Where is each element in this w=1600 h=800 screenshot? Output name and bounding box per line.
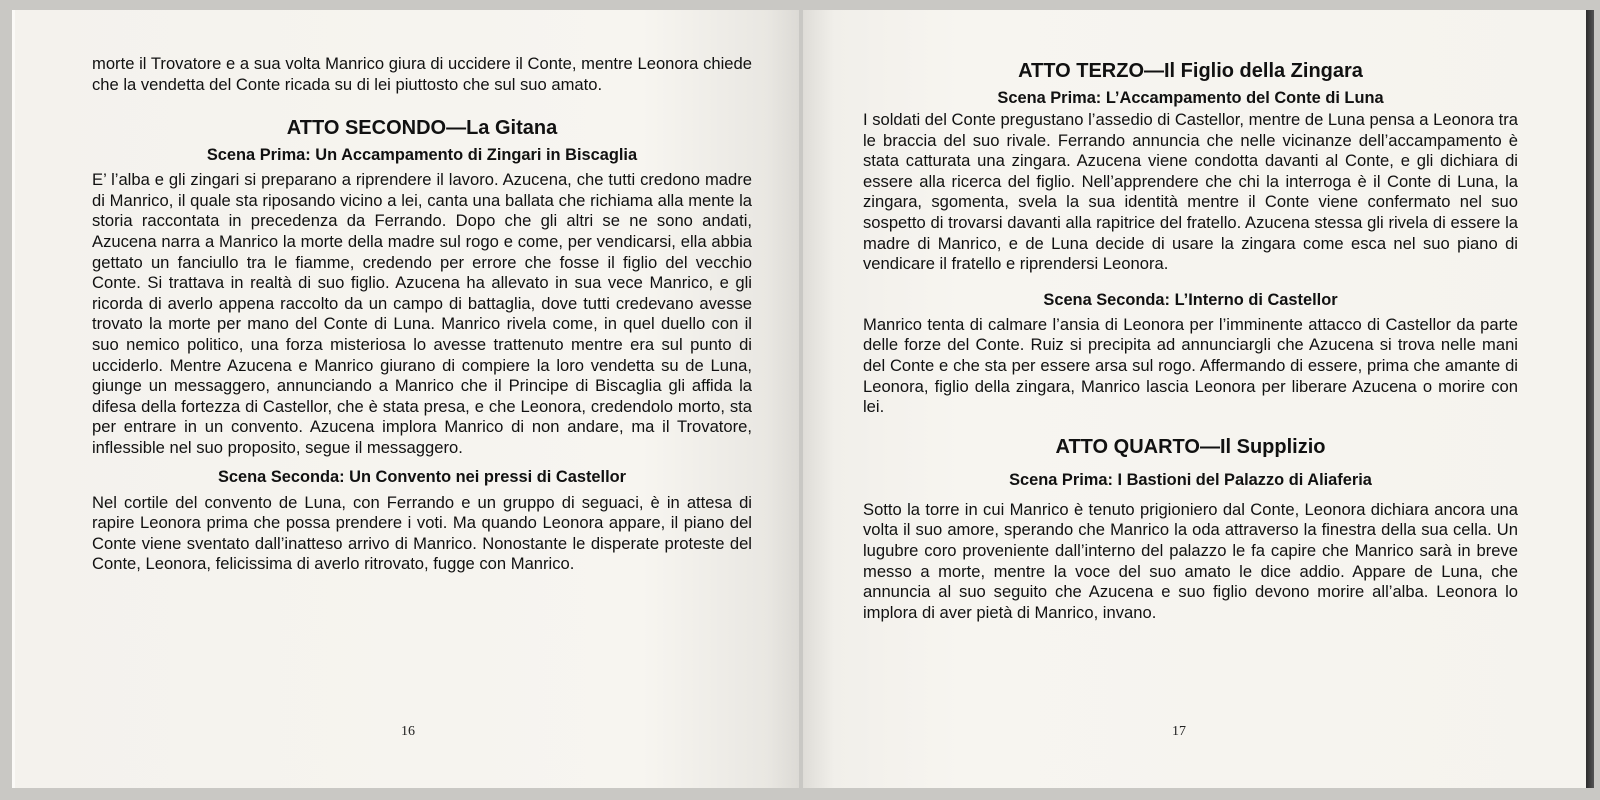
page-number-right: 17 (1172, 724, 1186, 739)
act-three-scene-one-text: I soldati del Conte pregustano l’assedio di Castellor, mentre de Luna pensa a Leonora tra le braccia del suo rivale. Ferrando annuncia che nelle vicinanze dell’accampamento è stata catturata una zingara. Azucena viene condotta davanti al Conte, e gli dichiara di essere alla ricerca del figlio. Nell’apprendere che chi la interroga è il Conte di Luna, la zingara, sgomenta, svela la sua identità mentre il Conte viene confermato nel suo sospetto di trovarsi davanti alla rapitrice del fratello. Azucena stessa gli rivela di essere la madre di Manrico, e de Luna decide di usare la zingara come esca nel suo piano di vendicare il fratello e riprendersi Leonora. (863, 110, 1518, 274)
act-two-scene-two-text: Nel cortile del convento de Luna, con Ferrando e un gruppo di seguaci, è in attesa di rapire Leonora prima che possa prendere i voti. Ma quando Leonora appare, il piano del Conte viene sventato dall’inatteso arrivo di Manrico. Nonostante le disperate proteste del Conte, Leonora, felicissima di averlo ritrovato, fugge con Manrico. (92, 492, 752, 574)
act-two-scene-one-text: E’ l’alba e gli zingari si preparano a riprendere il lavoro. Azucena, che tutti credono madre di Manrico, il quale sta riposando vicino a lei, canta una ballata che richiama alla mente la storia raccontata in precedenza da Ferrando. Dopo che gli altri se ne sono andati, Azucena narra a Manrico la morte della madre sul rogo e come, per vendicarsi, ella abbia gettato un fanciullo tra le fiamme, credendo per errore che fosse il figlio del vecchio Conte. Si trattava in realtà di suo figlio. Azucena ha allevato in sua vece Manrico, e gli ricorda di averlo appena raccolto da un campo di battaglia, dove tutti credevano avesse trovato la morte per mano del Conte di Luna. Manrico rivela come, in quel duello con il suo nemico politico, una forza misteriosa lo avesse trattenuto mentre era sul punto di ucciderlo. Mentre Azucena e Manrico giurano di compiere la loro vendetta su de Luna, giunge un messaggero, annunciando a Manrico che il Principe di Biscaglia gli affida la difesa della fortezza di Castellor, che è stata presa, e che Leonora, credendolo morto, sta per entrare in un convento. Azucena implora Manrico di non andare, ma il Trovatore, inflessible nel suo proposito, segue il messaggero. (92, 170, 752, 457)
act-four-scene-one-text: Sotto la torre in cui Manrico è tenuto prigioniero dal Conte, Leonora dichiara ancora una volta il suo amore, sperando che Manrico la oda attraverso la finestra della sua cella. Un lugubre coro proveniente dall’interno del palazzo le fa capire che Manrico sarà in breve messo a morte, mentre la voce del suo amato le dice addio. Appare de Luna, che annuncia al suo seguito che Azucena e suo figlio devono morire all’alba. Leonora lo implora di aver pietà di Manrico, invano. (863, 499, 1518, 622)
act-three-scene-two-text: Manrico tenta di calmare l’ansia di Leonora per l’imminente attacco di Castellor da parte delle forze del Conte. Ruiz si precipita ad annunciargli che Azucena si trova nelle mani del Conte e che sta per essere arsa sul rogo. Affermando di essere, prima che amante di Leonora, figlio della zingara, Manrico lascia Leonora per liberare Azucena o morire con lei. (863, 314, 1518, 417)
act-three-scene-two-title: Scena Seconda: L’Interno di Castellor (1043, 290, 1338, 309)
page-number-left: 16 (401, 724, 415, 739)
left-page-content (92, 54, 752, 575)
act-four-scene-one-title: Scena Prima: I Bastioni del Palazzo di Aliaferia (1009, 470, 1372, 489)
left-page (12, 10, 799, 788)
act-two-title: ATTO SECONDO—La Gitana (286, 117, 558, 140)
booklet-spread (12, 10, 1590, 788)
act-three-scene-one-title: Scena Prima: L’Accampamento del Conte di Luna (997, 89, 1384, 107)
act-two-scene-one-title: Scena Prima: Un Accampamento di Zingari in Biscaglia (206, 146, 638, 165)
right-page (803, 10, 1586, 788)
right-page-content (863, 60, 1518, 623)
act-two-scene-two-title: Scena Seconda: Un Convento nei pressi di Castellor (217, 467, 627, 486)
act-four-title: ATTO QUARTO—Il Supplizio (1055, 435, 1326, 458)
act-three-title: ATTO TERZO—Il Figlio della Zingara (1018, 60, 1363, 82)
intro-paragraph: morte il Trovatore e a sua volta Manrico giura di uccidere il Conte, mentre Leonora chiede che la vendetta del Conte ricada su di lei piuttosto che sul suo amato. (92, 54, 752, 94)
